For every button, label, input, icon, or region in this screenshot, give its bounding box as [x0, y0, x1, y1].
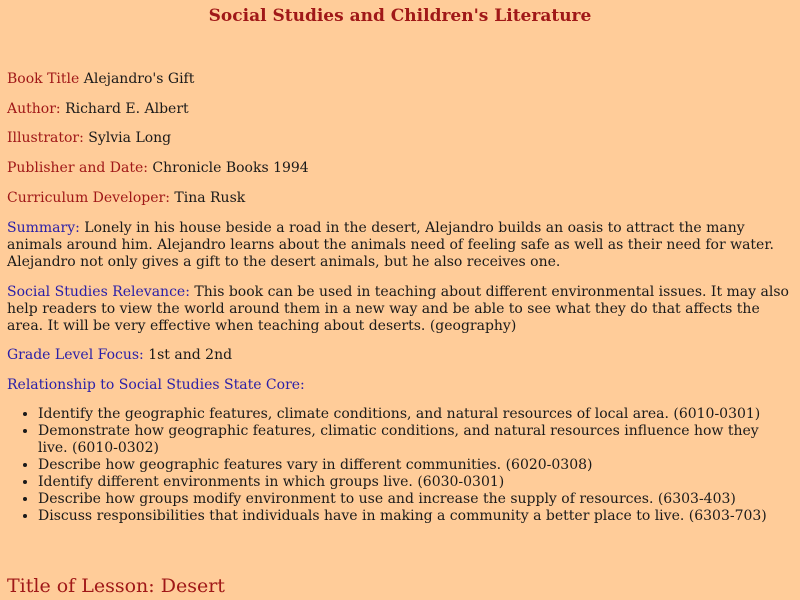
core-item: • Describe how geographic features vary in different communities. (6020-0308): [38, 457, 790, 474]
relevance-label: Social Studies Relevance:: [7, 284, 190, 300]
illustrator-value: Sylvia Long: [88, 130, 172, 146]
publisher-label: Publisher and Date:: [7, 160, 148, 176]
core-item: • Demonstrate how geographic features, climatic conditions, and natural resources influence how they live. (6010-0302): [38, 423, 790, 457]
book-title-label: Book Title: [7, 71, 80, 87]
core-item: • Identify the geographic features, climate conditions, and natural resources of local area. (6010-0301): [38, 406, 790, 423]
book-title-field: [7, 71, 793, 88]
developer-value: Tina Rusk: [174, 190, 246, 206]
author-value: Richard E. Albert: [65, 101, 189, 117]
publisher-value: Chronicle Books 1994: [152, 160, 309, 176]
book-title-value: Alejandro's Gift: [83, 71, 195, 87]
developer-label: Curriculum Developer:: [7, 190, 170, 206]
lesson-title: Title of Lesson: Desert: [7, 575, 225, 597]
author-label: Author:: [7, 101, 61, 117]
author-field: [7, 101, 793, 118]
core-item: • Describe how groups modify environment to use and increase the supply of resources. (6303-403): [38, 491, 790, 508]
illustrator-field: [7, 130, 793, 147]
relevance-field: [7, 284, 793, 335]
summary-label: Summary:: [7, 220, 80, 236]
relevance-value: This book can be used in teaching about different environmental issues. It may also help readers to view the world around them in a new way and be able to see what they do that affects the area. It will be very effective when teaching about deserts. (geography): [7, 284, 789, 334]
page-title: Social Studies and Children's Literature: [208, 6, 592, 26]
core-heading: Relationship to Social Studies State Core:: [7, 377, 305, 393]
summary-value: Lonely in his house beside a road in the desert, Alejandro builds an oasis to attract the many animals around him. Alejandro learns about the animals need of feeling safe as well as their need for water. Alejandro not only gives a gift to the desert animals, but he also receives one.: [7, 220, 774, 270]
grade-field: [7, 347, 793, 364]
developer-field: [7, 190, 793, 207]
state-core-list: [0, 406, 790, 525]
summary-field: [7, 220, 793, 271]
grade-value: 1st and 2nd: [148, 347, 233, 363]
core-item: • Identify different environments in which groups live. (6030-0301): [38, 474, 790, 491]
publisher-field: [7, 160, 793, 177]
illustrator-label: Illustrator:: [7, 130, 84, 146]
core-item: • Discuss responsibilities that individuals have in making a community a better place to live. (6303-703): [38, 508, 790, 525]
grade-label: Grade Level Focus:: [7, 347, 144, 363]
